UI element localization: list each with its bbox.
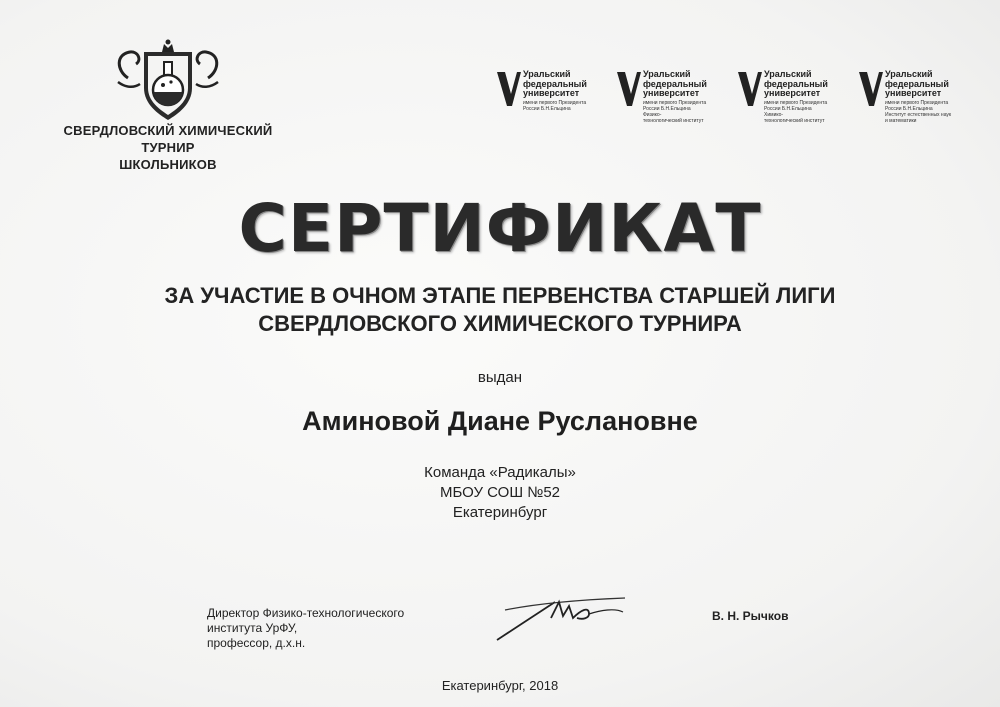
logo-2-sub3: Физико- <box>643 112 662 118</box>
logo-3-line3: университет <box>764 88 821 98</box>
issued-label: выдан <box>477 369 523 386</box>
urfu-u-icon <box>497 72 521 106</box>
logo-3-sub3: Химико- <box>764 112 784 118</box>
recipient-details <box>0 463 1000 523</box>
chemistry-flask-emblem-icon <box>108 38 228 122</box>
recipient-name: Аминовой Диане Руслановне <box>302 406 698 436</box>
logo-3-sub1: имени первого Президента <box>764 100 828 106</box>
position-line2: института УрФУ, <box>207 621 298 635</box>
logo-1-line3: университет <box>523 88 580 98</box>
logo-2-sub4: технологический институт <box>643 118 704 124</box>
urfu-u-icon <box>738 72 762 106</box>
organizer-name-line2: ШКОЛЬНИКОВ <box>119 157 217 172</box>
organizer-name-line1: СВЕРДЛОВСКИЙ ХИМИЧЕСКИЙ ТУРНИР <box>63 123 273 155</box>
logo-4-line3: университет <box>885 88 942 98</box>
signatory-position <box>207 606 404 651</box>
team-name: Команда «Радикалы» <box>424 464 576 481</box>
logo-1-line1: Уральский <box>523 69 571 79</box>
urfu-logo-2 <box>617 70 729 122</box>
logo-4-sub3: Институт естественных наук <box>885 112 952 118</box>
city-name: Екатеринбург <box>452 504 548 521</box>
logo-4-sub2: России Б.Н.Ельцина <box>885 106 933 112</box>
organizer-name <box>52 122 284 173</box>
logo-2-sub1: имени первого Президента <box>643 100 707 106</box>
logo-1-line2: федеральный <box>523 78 587 89</box>
subtitle-line1: ЗА УЧАСТИЕ В ОЧНОМ ЭТАПЕ ПЕРВЕНСТВА СТАРШЕЙ ЛИГИ <box>164 283 836 308</box>
urfu-logo-1 <box>497 70 609 122</box>
logo-4-line2: федеральный <box>885 78 949 89</box>
position-line3: профессор, д.х.н. <box>207 636 306 650</box>
logo-4-sub1: имени первого Президента <box>885 100 949 106</box>
logo-2-line3: университет <box>643 88 700 98</box>
position-line1: Директор Физико-технологического <box>207 606 405 620</box>
logo-3-sub4: технологический институт <box>764 118 825 124</box>
logo-2-line2: федеральный <box>643 78 707 89</box>
urfu-u-icon <box>859 72 883 106</box>
urfu-logo-3 <box>738 70 850 122</box>
logo-1-sub2: России Б.Н.Ельцина <box>523 106 571 112</box>
logo-4-sub4: и математики <box>885 118 917 124</box>
logo-4-line1: Уральский <box>885 69 933 79</box>
signatory-name: В. Н. Рычков <box>712 609 789 623</box>
logo-2-sub2: России Б.Н.Ельцина <box>643 106 691 112</box>
logo-3-sub2: России Б.Н.Ельцина <box>764 106 812 112</box>
logo-3-line1: Уральский <box>764 69 812 79</box>
certificate-title: СЕРТИФИКАТ <box>238 190 762 267</box>
place-and-date: Екатеринбург, 2018 <box>441 678 559 693</box>
handwritten-signature <box>485 588 635 648</box>
logo-3-line2: федеральный <box>764 78 828 89</box>
subtitle-line2: СВЕРДЛОВСКОГО ХИМИЧЕСКОГО ТУРНИРА <box>258 311 742 336</box>
logo-1-sub1: имени первого Президента <box>523 100 587 106</box>
certificate-subtitle <box>0 282 1000 338</box>
urfu-logo-4 <box>859 70 971 122</box>
urfu-u-icon <box>617 72 641 106</box>
logo-2-line1: Уральский <box>643 69 691 79</box>
school-name: МБОУ СОШ №52 <box>439 484 561 501</box>
